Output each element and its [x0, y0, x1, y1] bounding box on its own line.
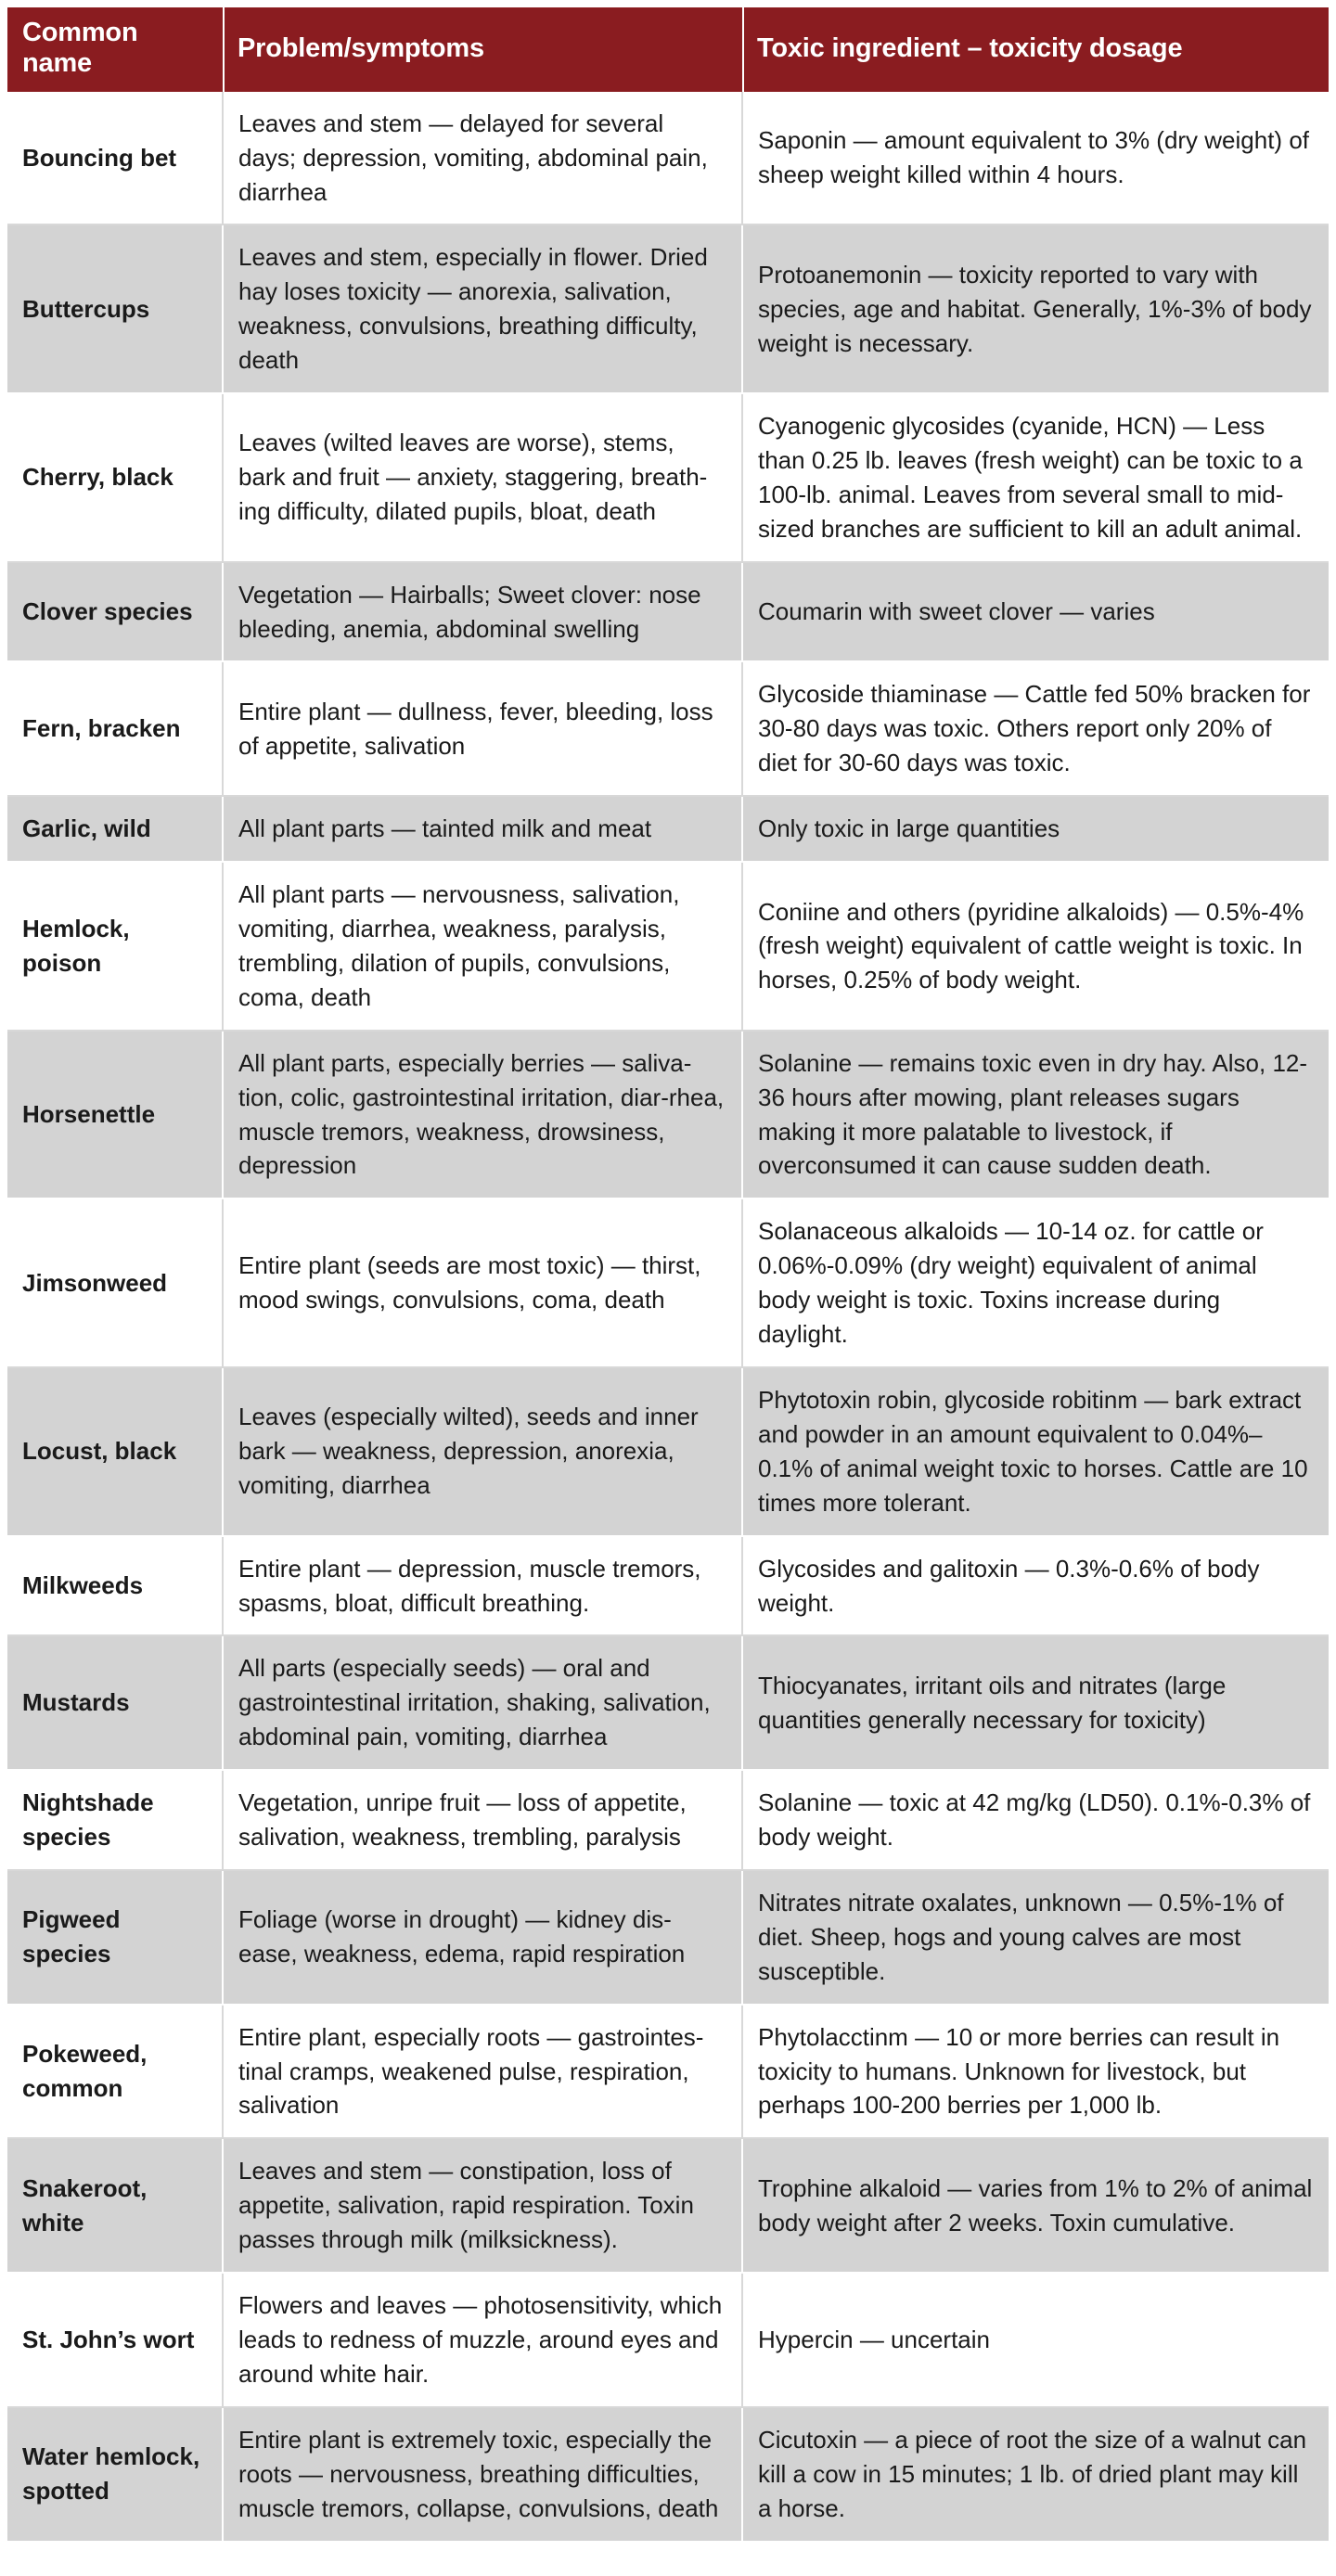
cell-problem-symptoms: Entire plant (seeds are most toxic) — thirst, mood swings, convulsions, coma, death [223, 1198, 742, 1367]
table-row [7, 1870, 1329, 2005]
cell-common-name: Buttercups [7, 224, 223, 393]
table-body [7, 92, 1329, 2542]
cell-common-name: Clover species [7, 562, 223, 662]
cell-toxic-ingredient: Thiocyanates, irritant oils and nitrates (large quantities generally necessary for toxicity) [742, 1635, 1329, 1770]
table-row [7, 224, 1329, 393]
cell-common-name: Bouncing bet [7, 92, 223, 225]
cell-problem-symptoms: All plant parts — nervousness, salivation, vomiting, diarrhea, weakness, paralysis, trembling, dilation of pupils, convulsions, coma, death [223, 862, 742, 1031]
cell-common-name: Cherry, black [7, 393, 223, 562]
cell-toxic-ingredient: Hypercin — uncertain [742, 2273, 1329, 2407]
cell-toxic-ingredient: Glycoside thiaminase — Cattle fed 50% bracken for 30-80 days was toxic. Others report only 20% of diet for 30-60 days was toxic. [742, 661, 1329, 796]
cell-problem-symptoms: Entire plant is extremely toxic, especially the roots — nervousness, breathing difficulties, muscle tremors, collapse, convulsions, death [223, 2407, 742, 2542]
cell-common-name: Locust, black [7, 1367, 223, 1536]
cell-toxic-ingredient: Solanaceous alkaloids — 10-14 oz. for cattle or 0.06%-0.09% (dry weight) equivalent of animal body weight is toxic. Toxins increase during daylight. [742, 1198, 1329, 1367]
cell-toxic-ingredient: Saponin — amount equivalent to 3% (dry weight) of sheep weight killed within 4 hours. [742, 92, 1329, 225]
table-row [7, 1635, 1329, 1770]
cell-problem-symptoms: Leaves and stem — constipation, loss of appetite, salivation, rapid respiration. Toxin passes through milk (milksickness). [223, 2138, 742, 2273]
cell-common-name: Nightshade species [7, 1770, 223, 1870]
cell-toxic-ingredient: Solanine — remains toxic even in dry hay. Also, 12-36 hours after mowing, plant releases sugars making it more palatable to livestock, if overconsumed it can cause sudden death. [742, 1031, 1329, 1199]
cell-problem-symptoms: Leaves and stem — delayed for several days; depression, vomiting, abdominal pain, diarrhea [223, 92, 742, 225]
cell-common-name: Fern, bracken [7, 661, 223, 796]
cell-problem-symptoms: Flowers and leaves — photosensitivity, which leads to redness of muzzle, around eyes and around white hair. [223, 2273, 742, 2407]
table-row [7, 1198, 1329, 1367]
cell-toxic-ingredient: Trophine alkaloid — varies from 1% to 2% of animal body weight after 2 weeks. Toxin cumulative. [742, 2138, 1329, 2273]
table-row [7, 2005, 1329, 2139]
cell-problem-symptoms: Leaves (wilted leaves are worse), stems, bark and fruit — anxiety, staggering, breath-ing difficulty, dilated pupils, bloat, death [223, 393, 742, 562]
table-row [7, 796, 1329, 862]
cell-toxic-ingredient: Solanine — toxic at 42 mg/kg (LD50). 0.1%-0.3% of body weight. [742, 1770, 1329, 1870]
table-row [7, 1367, 1329, 1536]
cell-common-name: Water hemlock, spotted [7, 2407, 223, 2542]
table-row [7, 1770, 1329, 1870]
column-header-toxic-ingredient: Toxic ingredient – toxicity dosage [742, 7, 1329, 92]
table-row [7, 92, 1329, 225]
cell-problem-symptoms: Foliage (worse in drought) — kidney dis-ease, weakness, edema, rapid respiration [223, 1870, 742, 2005]
cell-common-name: Jimsonweed [7, 1198, 223, 1367]
cell-common-name: Milkweeds [7, 1536, 223, 1636]
cell-problem-symptoms: Entire plant, especially roots — gastrointes-tinal cramps, weakened pulse, respiration, salivation [223, 2005, 742, 2139]
cell-problem-symptoms: Vegetation, unripe fruit — loss of appetite, salivation, weakness, trembling, paralysis [223, 1770, 742, 1870]
cell-common-name: Garlic, wild [7, 796, 223, 862]
cell-toxic-ingredient: Nitrates nitrate oxalates, unknown — 0.5%-1% of diet. Sheep, hogs and young calves are most susceptible. [742, 1870, 1329, 2005]
column-header-common-name: Common name [7, 7, 223, 92]
cell-common-name: Mustards [7, 1635, 223, 1770]
cell-toxic-ingredient: Coumarin with sweet clover — varies [742, 562, 1329, 662]
cell-problem-symptoms: All plant parts, especially berries — saliva-tion, colic, gastrointestinal irritation, diar-rhea, muscle tremors, weakness, drowsiness, depression [223, 1031, 742, 1199]
table-row [7, 2407, 1329, 2542]
header-row [7, 7, 1329, 92]
table-row [7, 1031, 1329, 1199]
table-row [7, 1536, 1329, 1636]
cell-problem-symptoms: Vegetation — Hairballs; Sweet clover: nose bleeding, anemia, abdominal swelling [223, 562, 742, 662]
table-row [7, 562, 1329, 662]
table-row [7, 862, 1329, 1031]
cell-toxic-ingredient: Glycosides and galitoxin — 0.3%-0.6% of body weight. [742, 1536, 1329, 1636]
cell-common-name: Pigweed species [7, 1870, 223, 2005]
cell-problem-symptoms: All plant parts — tainted milk and meat [223, 796, 742, 862]
cell-common-name: St. John’s wort [7, 2273, 223, 2407]
poisonous-plants-table [7, 7, 1329, 2543]
cell-problem-symptoms: Leaves (especially wilted), seeds and inner bark — weakness, depression, anorexia, vomiting, diarrhea [223, 1367, 742, 1536]
cell-toxic-ingredient: Protoanemonin — toxicity reported to vary with species, age and habitat. Generally, 1%-3% of body weight is necessary. [742, 224, 1329, 393]
cell-common-name: Horsenettle [7, 1031, 223, 1199]
table-row [7, 661, 1329, 796]
cell-common-name: Snakeroot, white [7, 2138, 223, 2273]
cell-toxic-ingredient: Only toxic in large quantities [742, 796, 1329, 862]
cell-problem-symptoms: Entire plant — dullness, fever, bleeding, loss of appetite, salivation [223, 661, 742, 796]
cell-toxic-ingredient: Phytolacctinm — 10 or more berries can result in toxicity to humans. Unknown for livestock, but perhaps 100-200 berries per 1,000 lb. [742, 2005, 1329, 2139]
cell-problem-symptoms: All parts (especially seeds) — oral and gastrointestinal irritation, shaking, salivation, abdominal pain, vomiting, diarrhea [223, 1635, 742, 1770]
cell-common-name: Hemlock, poison [7, 862, 223, 1031]
column-header-problem-symptoms: Problem/symptoms [223, 7, 742, 92]
table-header [7, 7, 1329, 92]
cell-toxic-ingredient: Cyanogenic glycosides (cyanide, HCN) — Less than 0.25 lb. leaves (fresh weight) can be toxic to a 100-lb. animal. Leaves from several small to mid-sized branches are sufficient to kill an adult animal. [742, 393, 1329, 562]
cell-toxic-ingredient: Coniine and others (pyridine alkaloids) — 0.5%-4% (fresh weight) equivalent of cattle weight is toxic. In horses, 0.25% of body weight. [742, 862, 1329, 1031]
table-row [7, 2138, 1329, 2273]
cell-common-name: Pokeweed, common [7, 2005, 223, 2139]
cell-toxic-ingredient: Cicutoxin — a piece of root the size of a walnut can kill a cow in 15 minutes; 1 lb. of dried plant may kill a horse. [742, 2407, 1329, 2542]
cell-problem-symptoms: Entire plant — depression, muscle tremors, spasms, bloat, difficult breathing. [223, 1536, 742, 1636]
cell-toxic-ingredient: Phytotoxin robin, glycoside robitinm — bark extract and powder in an amount equivalent to 0.04%–0.1% of animal weight toxic to horses. Cattle are 10 times more tolerant. [742, 1367, 1329, 1536]
table-row [7, 2273, 1329, 2407]
cell-problem-symptoms: Leaves and stem, especially in flower. Dried hay loses toxicity — anorexia, salivation, weakness, convulsions, breathing difficulty, death [223, 224, 742, 393]
table-row [7, 393, 1329, 562]
